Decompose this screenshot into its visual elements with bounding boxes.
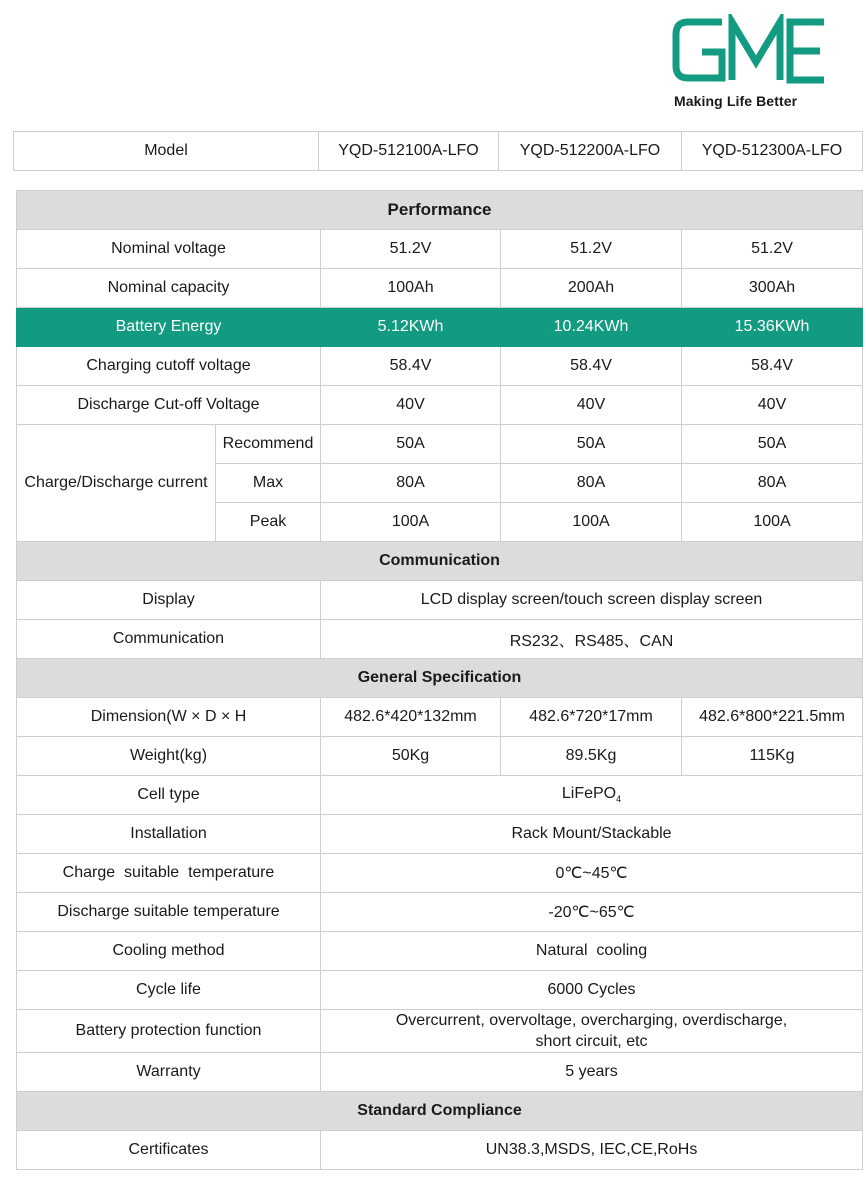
section-title: Communication [17,542,863,581]
spec-row-current-recommend [17,425,863,464]
model-name: YQD-512200A-LFO [499,132,682,171]
section-communication [17,542,863,581]
spec-value: 58.4V [321,347,501,386]
model-name: YQD-512100A-LFO [319,132,499,171]
spec-row-warranty [17,1053,863,1092]
spec-value: 100A [321,503,501,542]
spec-value: 40V [321,386,501,425]
spec-value: 10.24KWh [501,308,682,347]
spec-value: UN38.3,MSDS, IEC,CE,RoHs [321,1131,863,1170]
spec-row-protection [17,1010,863,1053]
spec-label: Battery Energy [17,308,321,347]
protection-line-2: short circuit, etc [535,1033,648,1050]
spec-value: -20℃~65℃ [321,893,863,932]
gme-logo-mark [670,14,828,86]
spec-value: 58.4V [501,347,682,386]
spec-value [321,776,863,815]
spec-value: 80A [682,464,863,503]
spec-value: 50Kg [321,737,501,776]
spec-value: 40V [682,386,863,425]
spec-label: Weight(kg) [17,737,321,776]
section-compliance [17,1092,863,1131]
spec-value: 482.6*800*221.5mm [682,698,863,737]
spec-row-discharge-temp [17,893,863,932]
model-row [14,132,863,171]
spec-label: Dimension(W × D × H [17,698,321,737]
spec-value: LCD display screen/touch screen display screen [321,581,863,620]
spec-value [321,1010,863,1053]
spec-row-cooling [17,932,863,971]
spec-sublabel: Max [216,464,321,503]
spec-sublabel: Peak [216,503,321,542]
spec-row-charging-cutoff [17,347,863,386]
spec-value: 0℃~45℃ [321,854,863,893]
spec-label: Nominal voltage [17,230,321,269]
spec-label: Warranty [17,1053,321,1092]
spec-row-cell-type [17,776,863,815]
spec-row-display [17,581,863,620]
section-title: Performance [17,191,863,230]
cell-type-subscript: 4 [616,794,622,805]
spec-label: Cooling method [17,932,321,971]
spec-value: 89.5Kg [501,737,682,776]
spec-row-charge-temp [17,854,863,893]
spec-row-discharge-cutoff [17,386,863,425]
spec-value: 5 years [321,1053,863,1092]
spec-label: Charging cutoff voltage [17,347,321,386]
section-performance [17,191,863,230]
spec-row-cycle-life [17,971,863,1010]
spec-value: 200Ah [501,269,682,308]
spec-value: 6000 Cycles [321,971,863,1010]
spec-value: 51.2V [501,230,682,269]
spec-label: Certificates [17,1131,321,1170]
spec-value: 482.6*420*132mm [321,698,501,737]
spec-label: Discharge Cut-off Voltage [17,386,321,425]
spec-value: 15.36KWh [682,308,863,347]
spec-value: 100A [501,503,682,542]
model-header-table [13,131,863,171]
spec-value: 58.4V [682,347,863,386]
spec-value: 51.2V [321,230,501,269]
spec-row-battery-energy [17,308,863,347]
spec-row-certificates [17,1131,863,1170]
spec-value: 100A [682,503,863,542]
spec-row-installation [17,815,863,854]
section-title: Standard Compliance [17,1092,863,1131]
spec-value: Natural cooling [321,932,863,971]
spec-row-nominal-capacity [17,269,863,308]
spec-value: 300Ah [682,269,863,308]
spec-value: 482.6*720*17mm [501,698,682,737]
spec-label: Cell type [17,776,321,815]
spec-table [16,190,863,1170]
model-header: Model [14,132,319,171]
section-title: General Specification [17,659,863,698]
spec-label: Communication [17,620,321,659]
model-name: YQD-512300A-LFO [682,132,863,171]
brand-tagline: Making Life Better [674,93,798,109]
spec-row-weight [17,737,863,776]
section-general [17,659,863,698]
spec-label: Battery protection function [17,1010,321,1053]
brand-logo [668,14,828,114]
spec-value: 50A [682,425,863,464]
cell-type-text: LiFePO [561,785,617,803]
spec-row-communication [17,620,863,659]
spec-value: 40V [501,386,682,425]
spec-label-current: Charge/Discharge current [17,425,216,542]
spec-row-nominal-voltage [17,230,863,269]
spec-label: Installation [17,815,321,854]
spec-value: 80A [321,464,501,503]
spec-value: 50A [501,425,682,464]
spec-value: Rack Mount/Stackable [321,815,863,854]
spec-value: 100Ah [321,269,501,308]
spec-sublabel: Recommend [216,425,321,464]
spec-value: 51.2V [682,230,863,269]
spec-row-dimension [17,698,863,737]
spec-label: Display [17,581,321,620]
spec-value: RS232、RS485、CAN [321,620,863,659]
spec-value: 80A [501,464,682,503]
spec-label: Nominal capacity [17,269,321,308]
spec-label: Cycle life [17,971,321,1010]
spec-value: 50A [321,425,501,464]
protection-line-1: Overcurrent, overvoltage, overcharging, overdischarge, [395,1012,788,1029]
spec-label: Discharge suitable temperature [17,893,321,932]
spec-label: Charge suitable temperature [17,854,321,893]
spec-value: 115Kg [682,737,863,776]
spec-value: 5.12KWh [321,308,501,347]
